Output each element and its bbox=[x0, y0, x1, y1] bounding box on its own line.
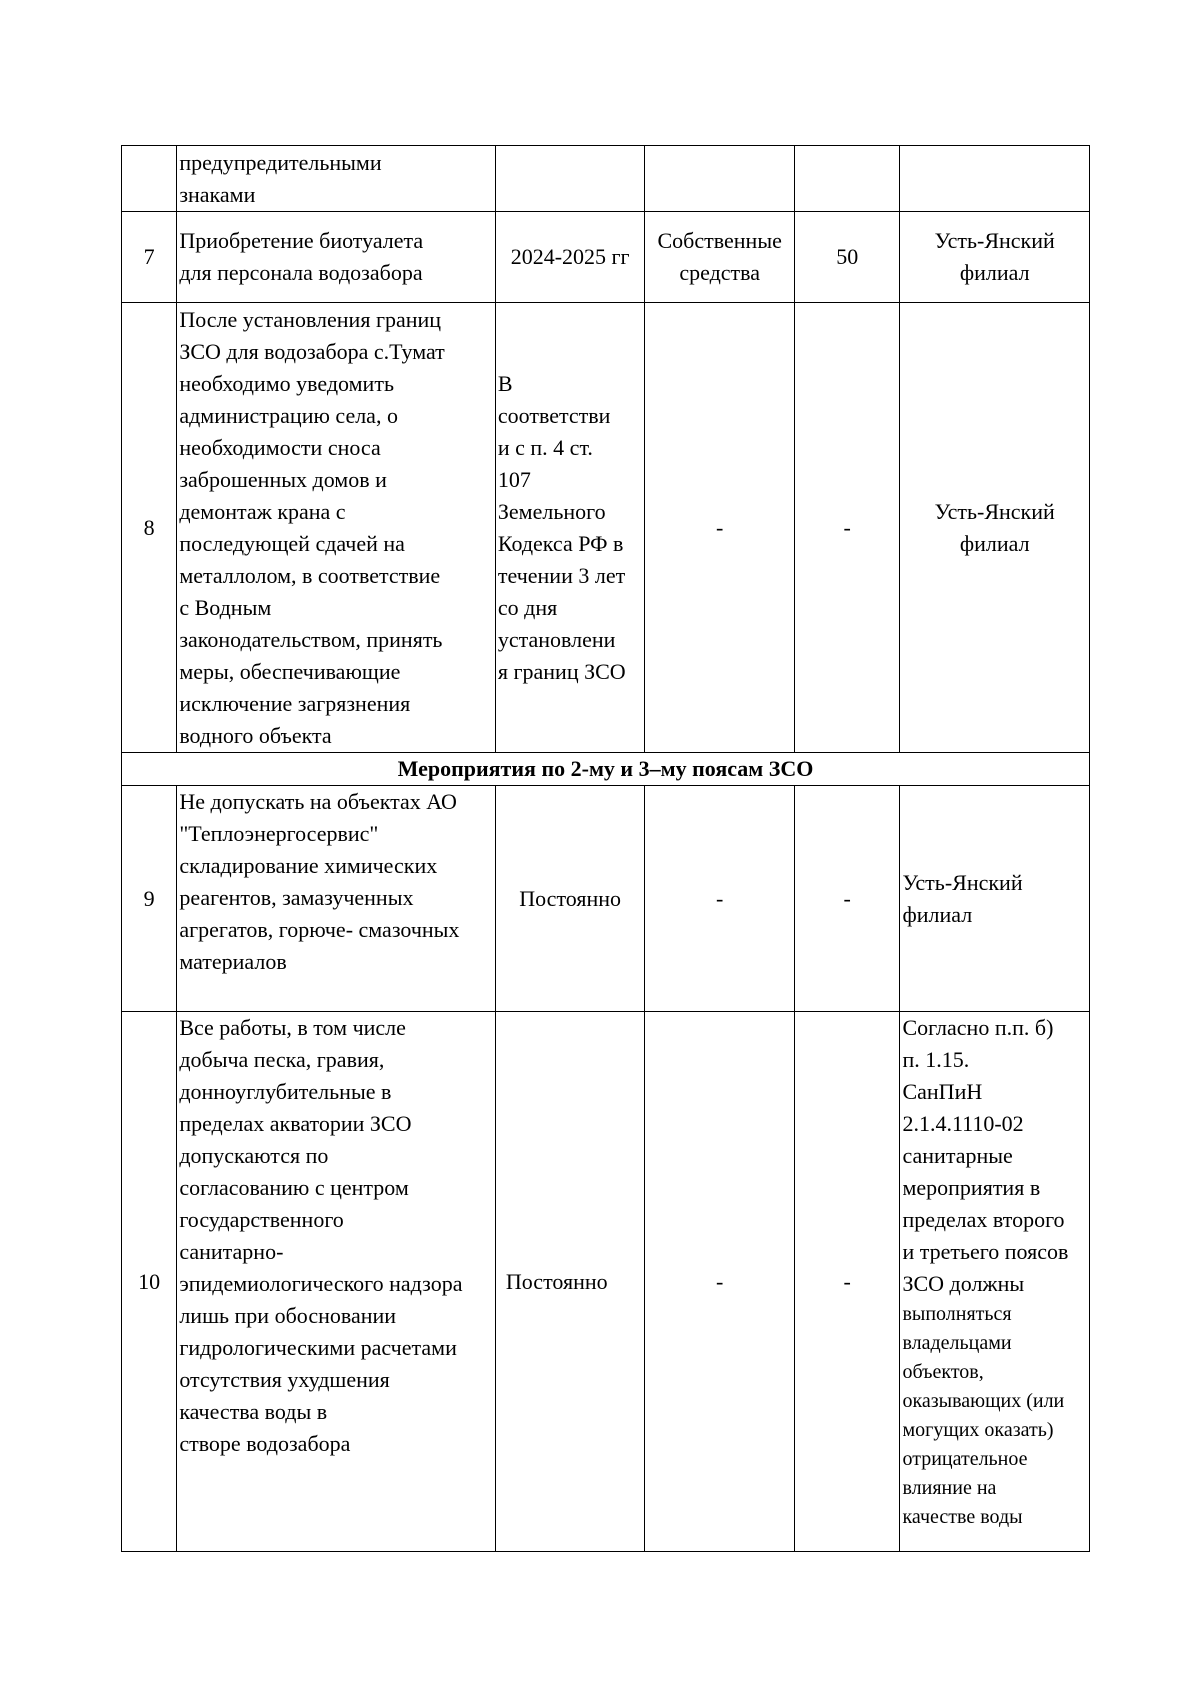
responsible-cell bbox=[900, 146, 1090, 212]
row-number-cell: 8 bbox=[122, 303, 177, 753]
responsible-cell bbox=[900, 212, 1090, 303]
row-number-cell: 10 bbox=[122, 1012, 177, 1552]
sum-cell: - bbox=[794, 303, 900, 753]
term-cell bbox=[495, 212, 645, 303]
term-cell bbox=[495, 146, 645, 212]
row-number-cell bbox=[122, 146, 177, 212]
source-cell: - bbox=[645, 303, 795, 753]
term-cell: Постоянно bbox=[495, 786, 645, 1012]
table-row bbox=[122, 212, 1090, 303]
source-text: Собственные средства bbox=[657, 228, 782, 285]
sum-cell: 50 bbox=[794, 212, 900, 303]
measures-table bbox=[121, 145, 1090, 1552]
source-cell: - bbox=[645, 1012, 795, 1552]
term-text: В соответстви и с п. 4 ст. 107 Земельного Кодекса РФ в течении 3 лет со дня установлени я границ ЗСО bbox=[497, 370, 626, 684]
row-number-cell: 7 bbox=[122, 212, 177, 303]
responsible-text: Усть-Янский филиал bbox=[902, 869, 1023, 927]
sum-cell: - bbox=[794, 786, 900, 1012]
table-row bbox=[122, 786, 1090, 1012]
section-title: Мероприятия по 2-му и 3–му поясам ЗСО bbox=[122, 753, 1090, 786]
sum-cell: - bbox=[794, 1012, 900, 1552]
action-cell bbox=[177, 786, 496, 1012]
action-cell bbox=[177, 1012, 496, 1552]
action-cell bbox=[177, 146, 496, 212]
action-text: Не допускать на объектах АО "Теплоэнергосервис" складирование химических реагентов, замазученных агрегатов, горюче- смазочных материалов bbox=[179, 789, 460, 974]
term-text: 2024-2025 гг bbox=[510, 244, 630, 269]
action-cell bbox=[177, 303, 496, 753]
table-row bbox=[122, 303, 1090, 753]
responsible-cell bbox=[900, 1012, 1090, 1552]
action-text: Приобретение биотуалета для персонала водозабора bbox=[179, 228, 424, 285]
responsible-text: Согласно п.п. б) п. 1.15. СанПиН 2.1.4.1110-02 санитарные мероприятия в пределах второго и третьего поясов ЗСО должны bbox=[902, 1015, 1069, 1296]
source-cell: - bbox=[645, 786, 795, 1012]
section-header-row bbox=[122, 753, 1090, 786]
row-number-cell: 9 bbox=[122, 786, 177, 1012]
table-row bbox=[122, 1012, 1090, 1552]
term-cell: Постоянно bbox=[495, 1012, 645, 1552]
action-text: предупредительными знаками bbox=[179, 149, 382, 207]
term-cell bbox=[495, 303, 645, 753]
action-text: После установления границ ЗСО для водозабора с.Тумат необходимо уведомить администрацию села, о необходимости сноса заброшенных домов и демонтаж крана с последующей сдачей на металлолом, в соответствие с Водным законодательством, принять меры, обеспечивающие исключение загрязнения водного объекта bbox=[179, 306, 445, 748]
responsible-cell bbox=[900, 786, 1090, 1012]
responsible-text: Усть-Янский филиал bbox=[934, 498, 1055, 556]
responsible-text-continued: выполняться владельцами объектов, оказывающих (или могущих оказать) отрицательное влияние на качестве воды bbox=[902, 1303, 1065, 1528]
source-cell bbox=[645, 212, 795, 303]
action-text: Все работы, в том числе добыча песка, гравия, донноуглубительные в пределах акватории ЗСО допускаются по согласованию с центром государственного санитарно- эпидемиологического надзора лишь при обосновании гидрологическими расчетами отсутствия ухудшения качества воды в створе водозабора bbox=[179, 1015, 463, 1456]
responsible-text: Усть-Янский филиал bbox=[934, 228, 1055, 285]
sum-cell bbox=[794, 146, 900, 212]
source-cell bbox=[645, 146, 795, 212]
action-cell bbox=[177, 212, 496, 303]
table-row bbox=[122, 146, 1090, 212]
responsible-cell bbox=[900, 303, 1090, 753]
